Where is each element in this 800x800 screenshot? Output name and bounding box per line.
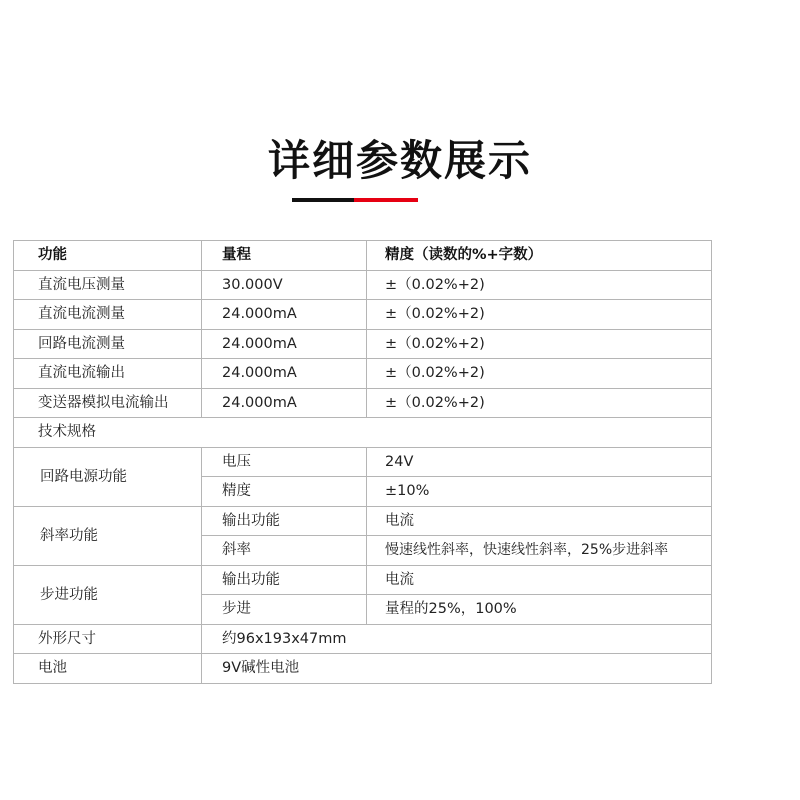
row-accuracy: ±（0.02%+2) [367,388,712,418]
spec-name: 精度 [202,477,367,507]
spec-value: 慢速线性斜率，快速线性斜率，25%步进斜率 [367,536,712,566]
table-row [14,300,712,330]
row-accuracy: ±（0.02%+2) [367,359,712,389]
row-accuracy: ±（0.02%+2) [367,329,712,359]
header-range: 量程 [202,241,367,271]
title-underline-dark [292,198,354,202]
row-function: 直流电流输出 [14,359,202,389]
spec-name: 输出功能 [202,565,367,595]
spec-name: 电压 [202,447,367,477]
step-label: 步进功能 [14,565,202,624]
row-range: 24.000mA [202,329,367,359]
spec-value: 24V [367,447,712,477]
row-range: 24.000mA [202,388,367,418]
table-row [14,506,712,536]
spec-value: 量程的25%，100% [367,595,712,625]
spec-value: ±10% [367,477,712,507]
table-row [14,654,712,684]
row-function: 直流电压测量 [14,270,202,300]
spec-name: 斜率 [202,536,367,566]
table-row [14,270,712,300]
table-row [14,447,712,477]
tech-spec-label: 技术规格 [14,418,712,448]
row-range: 30.000V [202,270,367,300]
page-title: 详细参数展示 [267,136,532,185]
spec-table [13,240,712,684]
ramp-label: 斜率功能 [14,506,202,565]
table-header-row [14,241,712,271]
spec-value: 电流 [367,565,712,595]
dimensions-value: 约96x193x47mm [202,624,712,654]
row-range: 24.000mA [202,300,367,330]
row-accuracy: ±（0.02%+2) [367,270,712,300]
spec-value: 电流 [367,506,712,536]
spec-name: 步进 [202,595,367,625]
row-function: 变送器模拟电流输出 [14,388,202,418]
spec-name: 输出功能 [202,506,367,536]
battery-value: 9V碱性电池 [202,654,712,684]
row-function: 回路电流测量 [14,329,202,359]
tech-spec-row [14,418,712,448]
loop-power-label: 回路电源功能 [14,447,202,506]
table-row [14,565,712,595]
title-underline-red [354,198,418,202]
table-row [14,329,712,359]
header-function: 功能 [14,241,202,271]
table-row [14,388,712,418]
row-function: 直流电流测量 [14,300,202,330]
header-accuracy: 精度（读数的%+字数） [367,241,712,271]
row-range: 24.000mA [202,359,367,389]
table-row [14,359,712,389]
table-row [14,624,712,654]
dimensions-label: 外形尺寸 [14,624,202,654]
battery-label: 电池 [14,654,202,684]
row-accuracy: ±（0.02%+2) [367,300,712,330]
